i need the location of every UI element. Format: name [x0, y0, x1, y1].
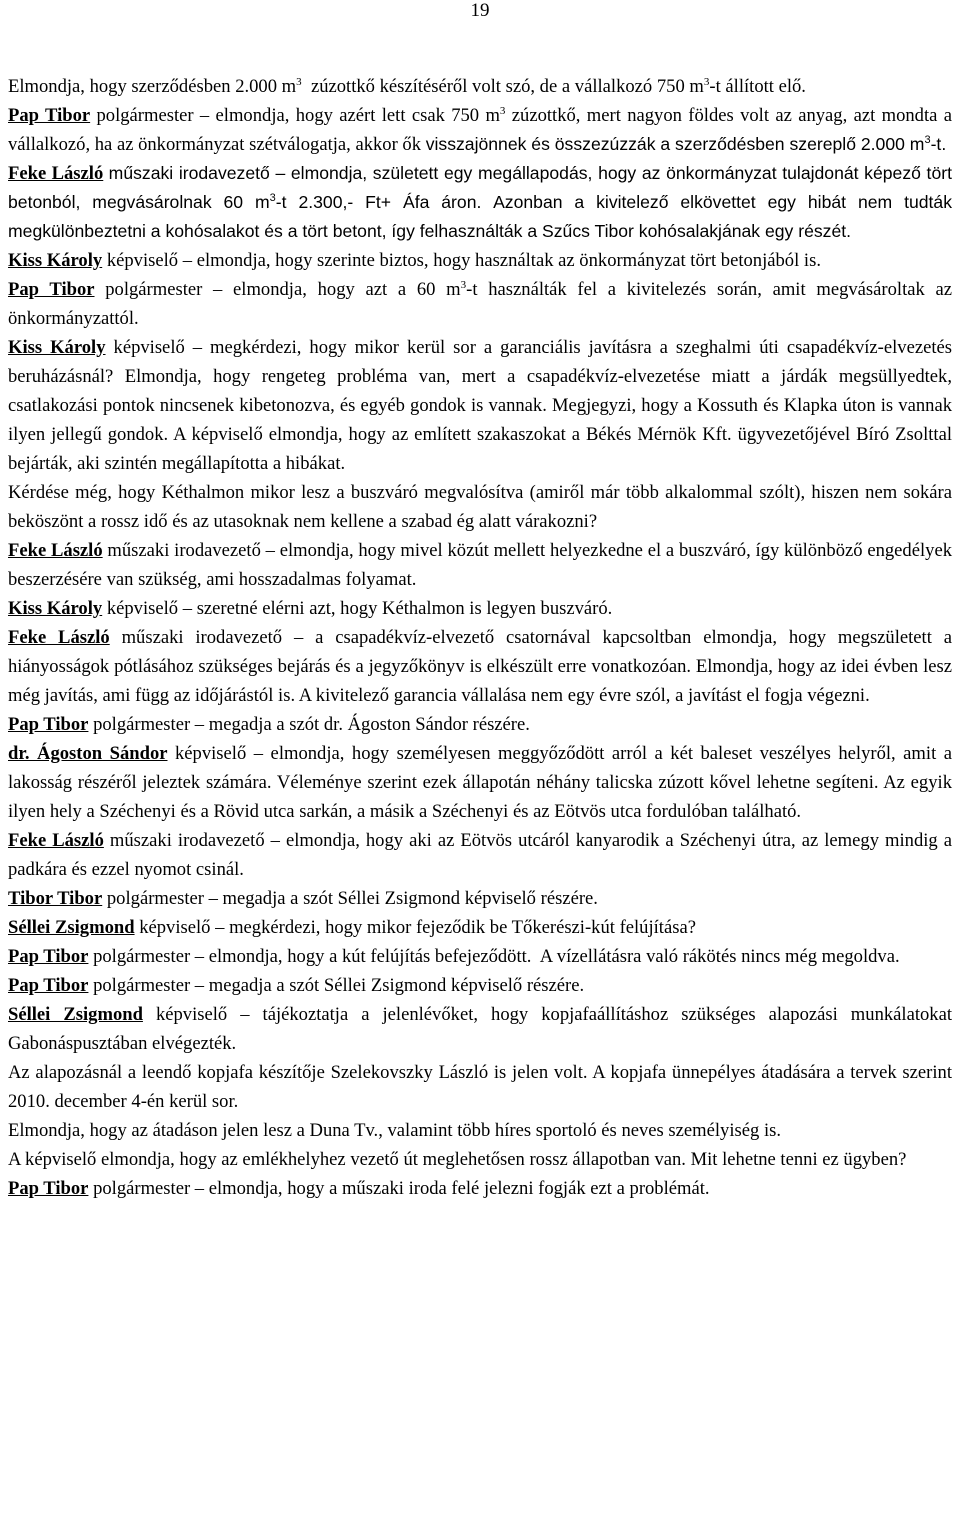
- speaker-name: Feke László: [8, 627, 110, 648]
- paragraph-text: képviselő – szeretné elérni azt, hogy Kéthalmon is legyen buszváró.: [102, 598, 613, 619]
- paragraph-text: műszaki irodavezető – elmondja, hogy mivel közút mellett helyezkedne el a buszváró, így különböző engedélyek beszerzésére van szükség, ami hosszadalmas folyamat.: [8, 540, 952, 590]
- speaker-name: Séllei Zsigmond: [8, 917, 135, 938]
- paragraph-text: képviselő – elmondja, hogy szerinte biztos, hogy használtak az önkormányzat tört betonjából is.: [102, 250, 821, 271]
- paragraph: [8, 536, 952, 594]
- paragraph-text: műszaki irodavezető – elmondja, született egy megállapodás, hogy az önkormányzat tulajdonát képező tört betonból, megvásárolnak 60 $m^3-t$ 2.300,- Ft+ Áfa áron. Azonban a kivitelező elkövettet egy hibát nem tudták megkülönbeztetni a kohósalakot és a tört betont, így felhasználták a Szűcs Tibor kohósalakjának egy részét.: [8, 163, 953, 241]
- speaker-name: Séllei Zsigmond: [8, 1004, 143, 1025]
- paragraph-text: Az alapozásnál a leendő kopjafa készítője Szelekovszky László is jelen volt. A kopjafa ünnepélyes átadására a tervek szerint 2010. december 4-én kerül sor.: [8, 1062, 952, 1112]
- paragraph-text: műszaki irodavezető – a csapadékvíz-elvezető csatornával kapcsoltban elmondja, hogy megszületett a hiányosságok pótlásához szükséges bejárás és a jegyzőkönyv is elkészült erre vonatkozóan. Elmondja, hogy az idei évben lesz még javítás, ami függ az időjárástól is. A kivitelező garancia vállalása nem egy évre szól, a javítást el fogja végezni.: [8, 627, 952, 706]
- speaker-name: Pap Tibor: [8, 1178, 89, 1199]
- paragraph: [8, 101, 952, 159]
- paragraph-text: műszaki irodavezető – elmondja, hogy aki az Eötvös utcáról kanyarodik a Széchenyi útra, az lemegy mindig a padkára és ezzel nyomot csinál.: [8, 830, 952, 880]
- paragraph: [8, 942, 952, 971]
- speaker-name: Pap Tibor: [8, 975, 89, 996]
- speaker-name: Pap Tibor: [8, 105, 91, 126]
- paragraph: [8, 246, 952, 275]
- paragraph: [8, 159, 952, 246]
- paragraph: [8, 72, 952, 101]
- paragraph-text: képviselő – tájékoztatja a jelenlévőket, hogy kopjafaállításhoz szükséges alapozási munkálatokat Gabonáspusztában elvégezték.: [8, 1004, 953, 1054]
- paragraph: [8, 1000, 952, 1058]
- paragraph: [8, 1145, 952, 1174]
- paragraph: [8, 1116, 952, 1145]
- speaker-name: Feke László: [8, 163, 104, 184]
- paragraph: [8, 478, 952, 536]
- speaker-name: Pap Tibor: [8, 279, 95, 300]
- speaker-name: Kiss Károly: [8, 337, 106, 358]
- paragraph: [8, 333, 952, 478]
- paragraph: [8, 1058, 952, 1116]
- paragraph-text: polgármester – elmondja, hogy a műszaki iroda felé jelezni fogják ezt a problémát.: [88, 1178, 710, 1199]
- paragraph-text: polgármester – elmondja, hogy azért lett csak 750 $m^3$ zúzottkő, mert nagyon földes volt az anyag, azt mondta a vállalkozó, ha az önkormányzat szétválogatja, akkor ők visszajönnek és összezúzzák a szerződésben szereplő 2.000 $m^3-t$.: [8, 104, 952, 155]
- speaker-name: Feke László: [8, 540, 103, 561]
- paragraph: [8, 971, 952, 1000]
- paragraph: [8, 1174, 952, 1203]
- speaker-name: Kiss Károly: [8, 250, 103, 271]
- speaker-name: Tibor Tibor: [8, 888, 103, 909]
- paragraph: [8, 710, 952, 739]
- paragraph-text: képviselő – elmondja, hogy személyesen meggyőződött arról a két baleset veszélyes helyről, amit a lakosság részéről jeleztek számára. Véleménye szerint ezek állapotán néhány talicska zúzott kővel lehetne segíteni. Az egyik ilyen hely a Széchenyi és a Rövid utca sarkán, a másik a Széchenyi és az Eötvös utca fordulóban található.: [8, 743, 952, 822]
- speaker-name: Pap Tibor: [8, 946, 89, 967]
- paragraph: [8, 913, 952, 942]
- paragraph-text: Elmondja, hogy az átadáson jelen lesz a Duna Tv., valamint több híres sportoló és neves személyiség is.: [8, 1120, 781, 1141]
- paragraph-text: polgármester – megadja a szót Séllei Zsigmond képviselő részére.: [88, 975, 585, 996]
- paragraph-text: polgármester – elmondja, hogy a kút felújítás befejeződött. A vízellátásra való rákötés nincs még megoldva.: [88, 946, 900, 967]
- paragraph-text: polgármester – elmondja, hogy azt a 60 $m^3-t$ használták fel a kivitelezés során, amit megvásároltak az önkormányzattól.: [8, 278, 953, 329]
- paragraph-text: Elmondja, hogy szerződésben 2.000 $m^3$ zúzottkő készítéséről volt szó, de a vállalkozó 750 $m^3-t$ állított elő.: [8, 75, 806, 97]
- paragraph: [8, 884, 952, 913]
- paragraph: [8, 739, 952, 826]
- paragraph-text: A képviselő elmondja, hogy az emlékhelyhez vezető út meglehetősen rossz állapotban van. Mit lehetne tenni ez ügyben?: [8, 1149, 907, 1170]
- document-body: [8, 72, 952, 1203]
- page-number: 19: [470, 0, 490, 21]
- paragraph-text: polgármester – megadja a szót Séllei Zsigmond képviselő részére.: [102, 888, 598, 909]
- paragraph-text: képviselő – megkérdezi, hogy mikor fejeződik be Tőkerészi-kút felújítása?: [134, 917, 696, 938]
- paragraph: [8, 594, 952, 623]
- paragraph: [8, 275, 952, 333]
- paragraph: [8, 623, 952, 710]
- speaker-name: Kiss Károly: [8, 598, 103, 619]
- paragraph: [8, 826, 952, 884]
- speaker-name: Pap Tibor: [8, 714, 89, 735]
- speaker-name: dr. Ágoston Sándor: [8, 743, 168, 764]
- paragraph-text: képviselő – megkérdezi, hogy mikor kerül sor a garanciális javításra a szeghalmi úti csapadékvíz-elvezetés beruházásnál? Elmondja, hogy rengeteg probléma van, mert a csapadékvíz-elvezetése miatt a járdák megsüllyedtek, csatlakozási pontok nincsenek kibetonozva, és egyéb gondok is vannak. Megjegyzi, hogy a Kossuth és Klapka úton is vannak ilyen jellegű gondok. A képviselő elmondja, hogy az említett szakaszokat a Békés Mérnök Kft. ügyvezetőjével Bíró Zsolttal bejárták, aki szintén megállapította a hibákat.: [8, 337, 952, 474]
- speaker-name: Feke László: [8, 830, 104, 851]
- paragraph-text: polgármester – megadja a szót dr. Ágoston Sándor részére.: [88, 714, 530, 735]
- paragraph-text: Kérdése még, hogy Kéthalmon mikor lesz a buszváró megvalósítva (amiről már több alkalommal szólt), hiszen nem sokára beköszönt a rossz idő és az utasoknak nem kellene a szabad ég alatt várakozni?: [8, 482, 952, 532]
